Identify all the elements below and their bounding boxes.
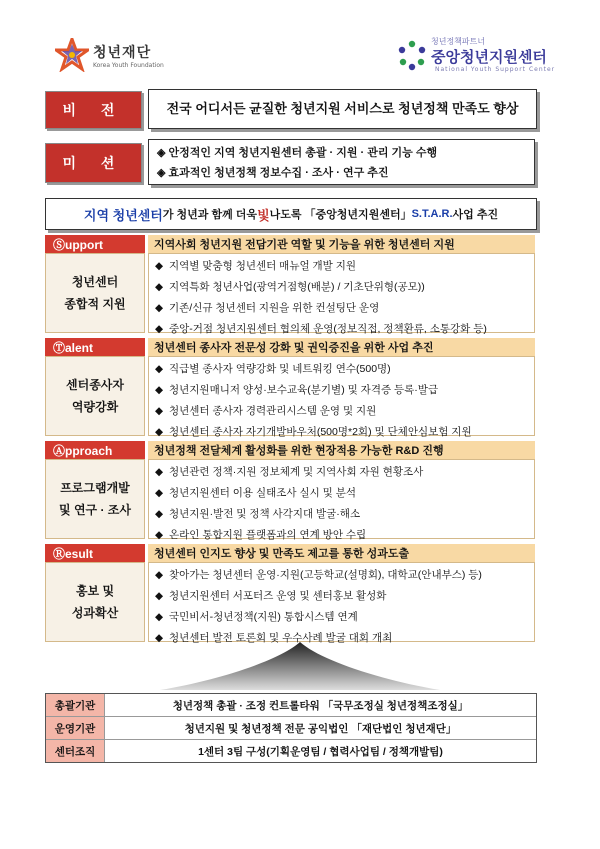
logo-name: 청년재단 bbox=[93, 45, 152, 61]
category-line: 및 연구 · 조사 bbox=[59, 503, 131, 517]
mission-label: 미 션 bbox=[45, 143, 142, 183]
mission-item: ◈ 안정적인 지역 청년지원센터 총괄 · 지원 · 관리 기능 수행 bbox=[157, 147, 438, 159]
category-line: 역량강화 bbox=[71, 400, 119, 414]
slogan-banner bbox=[45, 198, 537, 230]
table-row bbox=[46, 717, 536, 740]
section-heading: 청년센터 인지도 향상 및 만족도 제고를 통한 성과도출 bbox=[148, 544, 535, 562]
logo-english: Korea Youth Foundation bbox=[93, 62, 164, 69]
category-line: 성과확산 bbox=[71, 606, 119, 620]
list-item: ◆ 청년센터 종사자 경력관리시스템 운영 및 지원 bbox=[155, 405, 377, 417]
table-row bbox=[46, 694, 536, 717]
row-value: 1센터 3팀 구성(기획운영팀 / 협력사업팀 / 정책개발팀) bbox=[198, 745, 443, 758]
vision-text: 전국 어디서든 균질한 청년지원 서비스로 청년정책 만족도 향상 bbox=[166, 101, 519, 116]
list-item: ◆ 온라인 통합지원 플랫폼과의 연계 방안 수립 bbox=[155, 529, 367, 541]
list-item: ◆ 국민비서-청년정책(지원) 통합시스템 연계 bbox=[155, 611, 358, 623]
category-line: 프로그램개발 bbox=[60, 481, 130, 495]
section-tab-approach: Ⓐpproach bbox=[45, 441, 145, 459]
section-category bbox=[45, 253, 145, 333]
list-item: ◆ 지역특화 청년사업(광역거점형(배분) / 기초단위형(공모)) bbox=[155, 281, 425, 293]
row-header: 총괄기관 bbox=[46, 694, 105, 716]
section-items bbox=[148, 253, 535, 333]
list-item: ◆ 청년센터 발전 토론회 및 우수사례 발굴 대회 개최 bbox=[155, 632, 393, 644]
organization-table bbox=[45, 693, 537, 763]
category-line: 청년센터 bbox=[71, 275, 119, 289]
list-item: ◆ 지역별 맞춤형 청년센터 매뉴얼 개발 지원 bbox=[155, 260, 357, 272]
mission-item: ◈ 효과적인 청년정책 정보수집 · 조사 · 연구 추진 bbox=[157, 167, 389, 179]
list-item: ◆ 기존/신규 청년센터 지원을 위한 컨설팅단 운영 bbox=[155, 302, 380, 314]
section-category bbox=[45, 356, 145, 436]
slogan-text: 나도록 「중앙청년지원센터」 bbox=[269, 209, 412, 221]
section-tab-result: Ⓡesult bbox=[45, 544, 145, 562]
list-item: ◆ 청년센터 종사자 자기개발바우처(500명*2회) 및 단체안심보험 지원 bbox=[155, 426, 472, 438]
slogan-light-word: 빛 bbox=[257, 207, 270, 223]
section-heading: 청년정책 전달체계 활성화를 위한 현장적용 가능한 R&D 진행 bbox=[148, 441, 535, 459]
category-line: 센터종사자 bbox=[66, 378, 124, 392]
category-line: 종합적 지원 bbox=[64, 297, 126, 311]
section-items bbox=[148, 459, 535, 539]
section-tab-support: Ⓢupport bbox=[45, 235, 145, 253]
youth-support-center-logo bbox=[395, 36, 565, 80]
upward-arrow-icon bbox=[160, 640, 440, 692]
section-heading: 지역사회 청년지원 전담기관 역할 및 기능을 위한 청년센터 지원 bbox=[148, 235, 535, 253]
korea-youth-foundation-logo bbox=[55, 38, 185, 78]
star-logo-icon bbox=[55, 38, 89, 72]
list-item: ◆ 청년지원센터 이용 실태조사 실시 및 분석 bbox=[155, 487, 357, 499]
table-row bbox=[46, 740, 536, 762]
slogan-text: 사업 추진 bbox=[452, 209, 499, 221]
row-header: 센터조직 bbox=[46, 740, 105, 762]
list-item: ◆ 청년관련 정책·지원 정보체계 및 지역사회 자원 현황조사 bbox=[155, 466, 424, 478]
vision-label: 비 전 bbox=[45, 91, 142, 129]
people-circle-icon bbox=[395, 38, 429, 72]
section-items bbox=[148, 356, 535, 436]
vision-box bbox=[148, 89, 537, 129]
list-item: ◆ 청년지원매니저 양성·보수교육(분기별) 및 자격증 등록·발급 bbox=[155, 384, 439, 396]
section-tab-talent: Ⓣalent bbox=[45, 338, 145, 356]
section-items bbox=[148, 562, 535, 642]
slogan-highlight: 지역 청년센터 bbox=[83, 207, 163, 223]
category-line: 홍보 및 bbox=[75, 584, 115, 598]
list-item: ◆ 중앙-거점 청년지원센터 협의체 운영(정보직접, 정책환류, 소통강화 등) bbox=[155, 323, 487, 335]
slogan-star: S.T.A.R. bbox=[411, 208, 453, 220]
list-item: ◆ 청년지원·발전 및 정책 사각지대 발굴·해소 bbox=[155, 508, 361, 520]
list-item: ◆ 직급별 종사자 역량강화 및 네트워킹 연수(500명) bbox=[155, 363, 391, 375]
list-item: ◆ 청년지원센터 서포터즈 운영 및 센터홍보 활성화 bbox=[155, 590, 387, 602]
mission-box bbox=[148, 139, 535, 185]
section-category bbox=[45, 459, 145, 539]
logo-english: National Youth Support Center bbox=[435, 66, 556, 73]
row-value: 청년지원 및 청년정책 전문 공익법인 「재단법인 청년재단」 bbox=[184, 722, 457, 735]
section-heading: 청년센터 종사자 전문성 강화 및 권익증진을 위한 사업 추진 bbox=[148, 338, 535, 356]
row-value: 청년정책 총괄 · 조정 컨트롤타워 「국무조정실 청년정책조정실」 bbox=[172, 699, 469, 712]
row-header: 운영기관 bbox=[46, 717, 105, 739]
list-item: ◆ 찾아가는 청년센터 운영·지원(고등학교(설명회), 대학교(안내부스) 등) bbox=[155, 569, 482, 581]
slogan-text: 가 청년과 함께 더욱 bbox=[162, 209, 258, 221]
section-category bbox=[45, 562, 145, 642]
logo-tagline: 청년정책파트너 bbox=[431, 37, 486, 46]
logo-center-name: 중앙청년지원센터 bbox=[431, 48, 547, 66]
